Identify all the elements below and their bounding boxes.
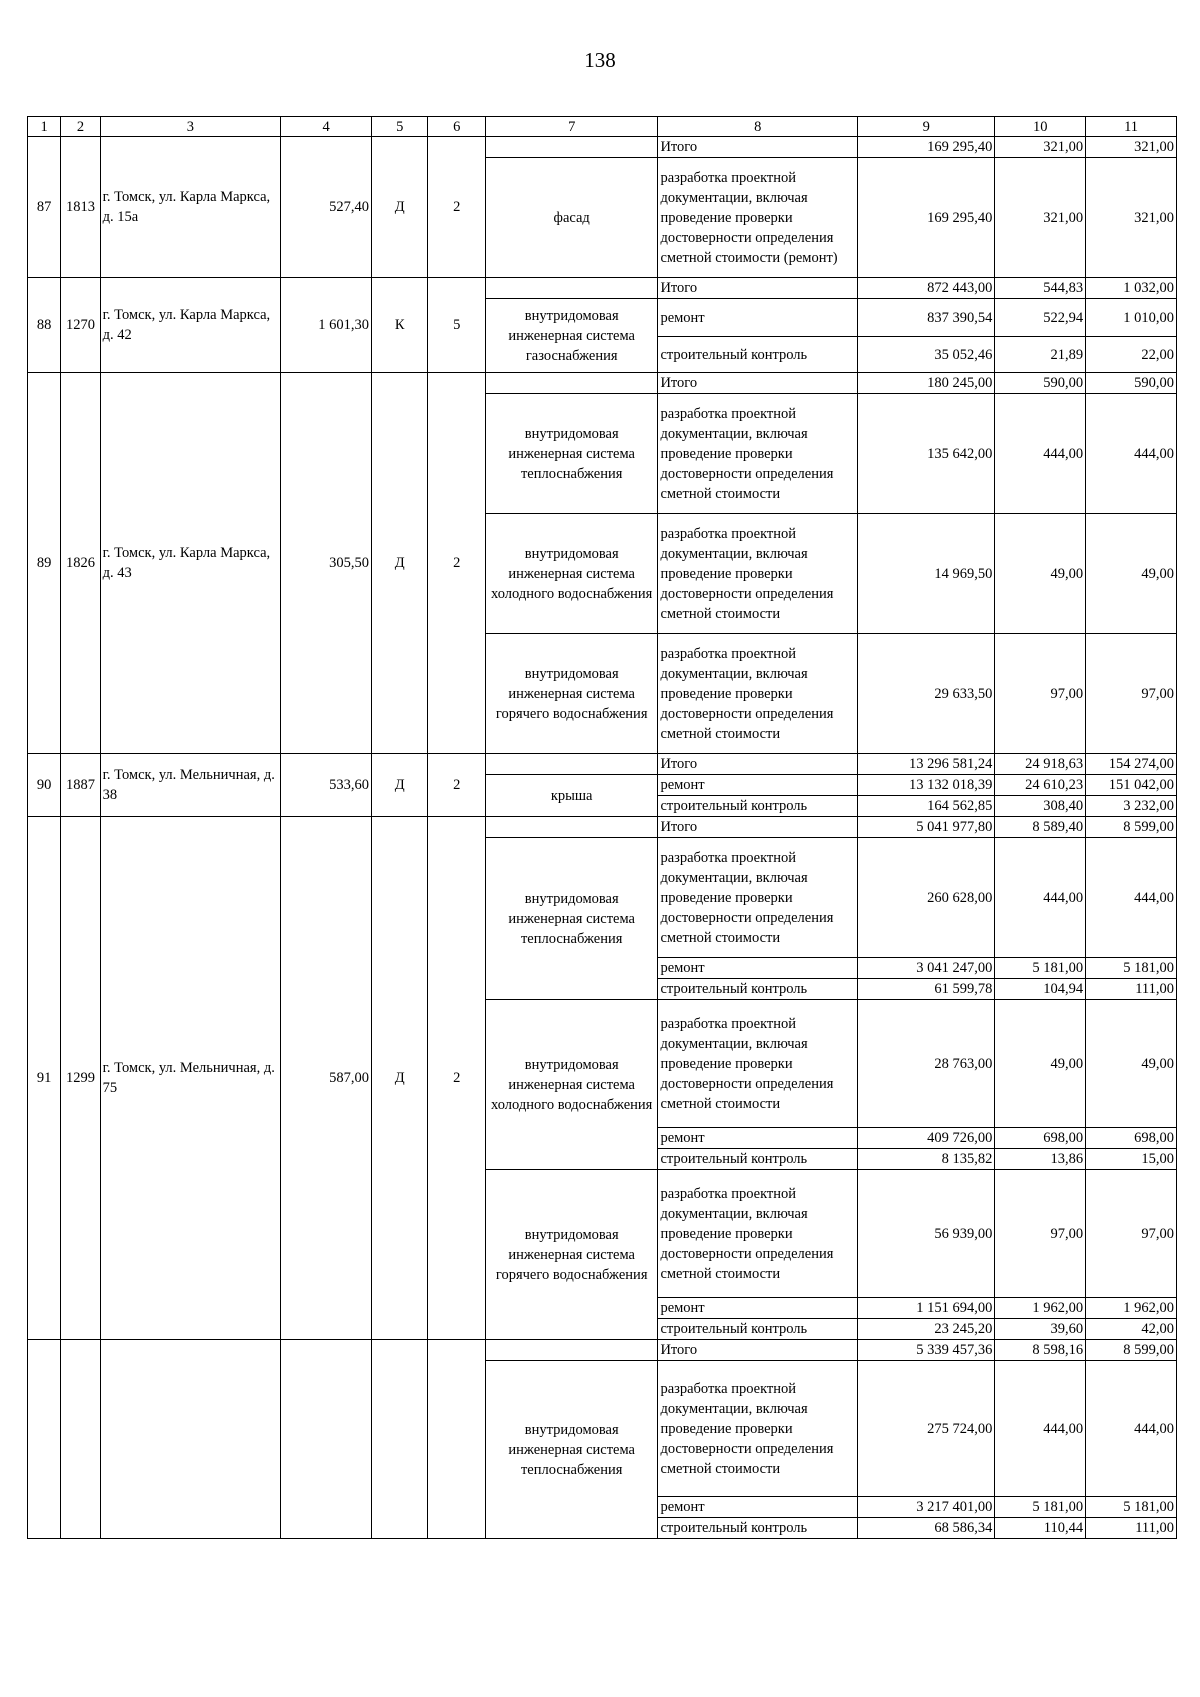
table-row (28, 137, 1177, 158)
house-area: 587,00 (281, 817, 372, 1340)
unit-cost: 698,00 (995, 1128, 1086, 1149)
work-type: внутридомовая инженерная система теплоснабжения (485, 1361, 658, 1539)
max-cost: 49,00 (1086, 514, 1177, 634)
house-address: г. Томск, ул. Карла Маркса, д. 42 (100, 278, 281, 373)
total-max-cost: 321,00 (1086, 137, 1177, 158)
header-cell: 2 (61, 117, 100, 137)
max-cost: 321,00 (1086, 158, 1177, 278)
work-type: фасад (485, 158, 658, 278)
max-cost: 444,00 (1086, 1361, 1177, 1497)
unit-cost: 444,00 (995, 838, 1086, 958)
work-type: внутридомовая инженерная система теплоснабжения (485, 394, 658, 514)
header-cell: 11 (1086, 117, 1177, 137)
house-area: 527,40 (281, 137, 372, 278)
column-number-header (28, 117, 1177, 137)
house-code: 1813 (61, 137, 100, 278)
unit-cost: 444,00 (995, 1361, 1086, 1497)
work-type: внутридомовая инженерная система газоснабжения (485, 299, 658, 373)
header-cell: 4 (281, 117, 372, 137)
unit-cost: 444,00 (995, 394, 1086, 514)
total-unit-cost: 24 918,63 (995, 754, 1086, 775)
header-cell: 3 (100, 117, 281, 137)
max-cost: 698,00 (1086, 1128, 1177, 1149)
work-description: разработка проектной документации, включая проведение проверки достоверности определения сметной стоимости (658, 394, 858, 514)
house-address: г. Томск, ул. Карла Маркса, д. 43 (100, 373, 281, 754)
total-max-cost: 154 274,00 (1086, 754, 1177, 775)
total-unit-cost: 590,00 (995, 373, 1086, 394)
total-max-cost: 8 599,00 (1086, 817, 1177, 838)
max-cost: 444,00 (1086, 838, 1177, 958)
cost: 135 642,00 (858, 394, 995, 514)
total-label: Итого (658, 137, 858, 158)
total-cost: 872 443,00 (858, 278, 995, 299)
total-label: Итого (658, 1340, 858, 1361)
work-empty (485, 137, 658, 158)
work-description: разработка проектной документации, включая проведение проверки достоверности определения сметной стоимости (658, 1170, 858, 1298)
total-label: Итого (658, 373, 858, 394)
header-cell: 10 (995, 117, 1086, 137)
unit-cost: 308,40 (995, 796, 1086, 817)
house-area: 533,60 (281, 754, 372, 817)
header-cell: 8 (658, 117, 858, 137)
row-number: 90 (28, 754, 61, 817)
work-type: внутридомовая инженерная система холодного водоснабжения (485, 514, 658, 634)
control-label: строительный контроль (658, 796, 858, 817)
house-type: К (371, 278, 427, 373)
cost: 275 724,00 (858, 1361, 995, 1497)
house-address: г. Томск, ул. Карла Маркса, д. 15а (100, 137, 281, 278)
unit-cost: 522,94 (995, 299, 1086, 337)
table-row (28, 373, 1177, 394)
total-cost: 5 041 977,80 (858, 817, 995, 838)
cost: 14 969,50 (858, 514, 995, 634)
row-number: 89 (28, 373, 61, 754)
cost: 837 390,54 (858, 299, 995, 337)
unit-cost: 110,44 (995, 1518, 1086, 1539)
table-row (28, 1340, 1177, 1361)
repair-label: ремонт (658, 958, 858, 979)
cost: 68 586,34 (858, 1518, 995, 1539)
max-cost: 42,00 (1086, 1319, 1177, 1340)
max-cost: 444,00 (1086, 394, 1177, 514)
house-address-empty (100, 1340, 281, 1539)
unit-cost: 49,00 (995, 1000, 1086, 1128)
unit-cost: 24 610,23 (995, 775, 1086, 796)
work-type: крыша (485, 775, 658, 817)
house-type-empty (371, 1340, 427, 1539)
max-cost: 1 962,00 (1086, 1298, 1177, 1319)
total-label: Итого (658, 817, 858, 838)
total-max-cost: 1 032,00 (1086, 278, 1177, 299)
work-description: разработка проектной документации, включая проведение проверки достоверности определения сметной стоимости (ремонт) (658, 158, 858, 278)
cost: 28 763,00 (858, 1000, 995, 1128)
header-cell: 6 (428, 117, 486, 137)
table-row (28, 278, 1177, 299)
repair-label: ремонт (658, 299, 858, 337)
repair-label: ремонт (658, 1298, 858, 1319)
house-code: 1826 (61, 373, 100, 754)
max-cost: 5 181,00 (1086, 1497, 1177, 1518)
unit-cost: 5 181,00 (995, 1497, 1086, 1518)
cost: 13 132 018,39 (858, 775, 995, 796)
work-empty (485, 373, 658, 394)
unit-cost: 104,94 (995, 979, 1086, 1000)
control-label: строительный контроль (658, 337, 858, 373)
max-cost: 49,00 (1086, 1000, 1177, 1128)
floors: 2 (428, 137, 486, 278)
house-area: 305,50 (281, 373, 372, 754)
total-unit-cost: 544,83 (995, 278, 1086, 299)
house-code-empty (61, 1340, 100, 1539)
total-cost: 13 296 581,24 (858, 754, 995, 775)
total-max-cost: 590,00 (1086, 373, 1177, 394)
cost: 29 633,50 (858, 634, 995, 754)
max-cost: 97,00 (1086, 634, 1177, 754)
house-address: г. Томск, ул. Мельничная, д. 38 (100, 754, 281, 817)
table-row (28, 817, 1177, 838)
max-cost: 22,00 (1086, 337, 1177, 373)
unit-cost: 97,00 (995, 1170, 1086, 1298)
cost: 1 151 694,00 (858, 1298, 995, 1319)
unit-cost: 13,86 (995, 1149, 1086, 1170)
repair-label: ремонт (658, 1128, 858, 1149)
control-label: строительный контроль (658, 979, 858, 1000)
cost: 23 245,20 (858, 1319, 995, 1340)
max-cost: 1 010,00 (1086, 299, 1177, 337)
unit-cost: 49,00 (995, 514, 1086, 634)
unit-cost: 39,60 (995, 1319, 1086, 1340)
work-type: внутридомовая инженерная система холодного водоснабжения (485, 1000, 658, 1170)
unit-cost: 5 181,00 (995, 958, 1086, 979)
work-description: разработка проектной документации, включая проведение проверки достоверности определения сметной стоимости (658, 1361, 858, 1497)
house-area-empty (281, 1340, 372, 1539)
unit-cost: 321,00 (995, 158, 1086, 278)
cost: 169 295,40 (858, 158, 995, 278)
total-unit-cost: 321,00 (995, 137, 1086, 158)
max-cost: 97,00 (1086, 1170, 1177, 1298)
header-cell: 9 (858, 117, 995, 137)
house-code: 1887 (61, 754, 100, 817)
house-type: Д (371, 754, 427, 817)
cost: 35 052,46 (858, 337, 995, 373)
work-description: разработка проектной документации, включая проведение проверки достоверности определения сметной стоимости (658, 634, 858, 754)
floors: 2 (428, 817, 486, 1340)
repair-label: ремонт (658, 775, 858, 796)
row-number: 91 (28, 817, 61, 1340)
total-unit-cost: 8 598,16 (995, 1340, 1086, 1361)
max-cost: 111,00 (1086, 1518, 1177, 1539)
work-type: внутридомовая инженерная система горячего водоснабжения (485, 634, 658, 754)
work-type: внутридомовая инженерная система горячего водоснабжения (485, 1170, 658, 1340)
total-label: Итого (658, 754, 858, 775)
work-description: разработка проектной документации, включая проведение проверки достоверности определения сметной стоимости (658, 1000, 858, 1128)
total-unit-cost: 8 589,40 (995, 817, 1086, 838)
work-description: разработка проектной документации, включая проведение проверки достоверности определения сметной стоимости (658, 838, 858, 958)
max-cost: 15,00 (1086, 1149, 1177, 1170)
house-code: 1299 (61, 817, 100, 1340)
total-cost: 5 339 457,36 (858, 1340, 995, 1361)
cost: 164 562,85 (858, 796, 995, 817)
header-cell: 7 (485, 117, 658, 137)
work-empty (485, 278, 658, 299)
repair-label: ремонт (658, 1497, 858, 1518)
house-type: Д (371, 373, 427, 754)
floors: 5 (428, 278, 486, 373)
cost: 61 599,78 (858, 979, 995, 1000)
control-label: строительный контроль (658, 1149, 858, 1170)
work-description: разработка проектной документации, включая проведение проверки достоверности определения сметной стоимости (658, 514, 858, 634)
cost: 409 726,00 (858, 1128, 995, 1149)
work-empty (485, 754, 658, 775)
total-label: Итого (658, 278, 858, 299)
total-cost: 180 245,00 (858, 373, 995, 394)
control-label: строительный контроль (658, 1319, 858, 1340)
cost: 3 041 247,00 (858, 958, 995, 979)
house-code: 1270 (61, 278, 100, 373)
floors: 2 (428, 373, 486, 754)
row-number: 88 (28, 278, 61, 373)
house-type: Д (371, 137, 427, 278)
work-type: внутридомовая инженерная система теплоснабжения (485, 838, 658, 1000)
work-empty (485, 1340, 658, 1361)
max-cost: 111,00 (1086, 979, 1177, 1000)
capital-repair-table (27, 116, 1177, 1539)
unit-cost: 97,00 (995, 634, 1086, 754)
max-cost: 5 181,00 (1086, 958, 1177, 979)
cost: 3 217 401,00 (858, 1497, 995, 1518)
cost: 260 628,00 (858, 838, 995, 958)
work-empty (485, 817, 658, 838)
house-address: г. Томск, ул. Мельничная, д. 75 (100, 817, 281, 1340)
unit-cost: 21,89 (995, 337, 1086, 373)
unit-cost: 1 962,00 (995, 1298, 1086, 1319)
max-cost: 151 042,00 (1086, 775, 1177, 796)
cost: 8 135,82 (858, 1149, 995, 1170)
total-cost: 169 295,40 (858, 137, 995, 158)
total-max-cost: 8 599,00 (1086, 1340, 1177, 1361)
header-cell: 5 (371, 117, 427, 137)
header-cell: 1 (28, 117, 61, 137)
table-row (28, 754, 1177, 775)
max-cost: 3 232,00 (1086, 796, 1177, 817)
control-label: строительный контроль (658, 1518, 858, 1539)
floors-empty (428, 1340, 486, 1539)
floors: 2 (428, 754, 486, 817)
row-number-empty (28, 1340, 61, 1539)
house-type: Д (371, 817, 427, 1340)
page-number: 138 (584, 48, 616, 72)
house-area: 1 601,30 (281, 278, 372, 373)
cost: 56 939,00 (858, 1170, 995, 1298)
row-number: 87 (28, 137, 61, 278)
